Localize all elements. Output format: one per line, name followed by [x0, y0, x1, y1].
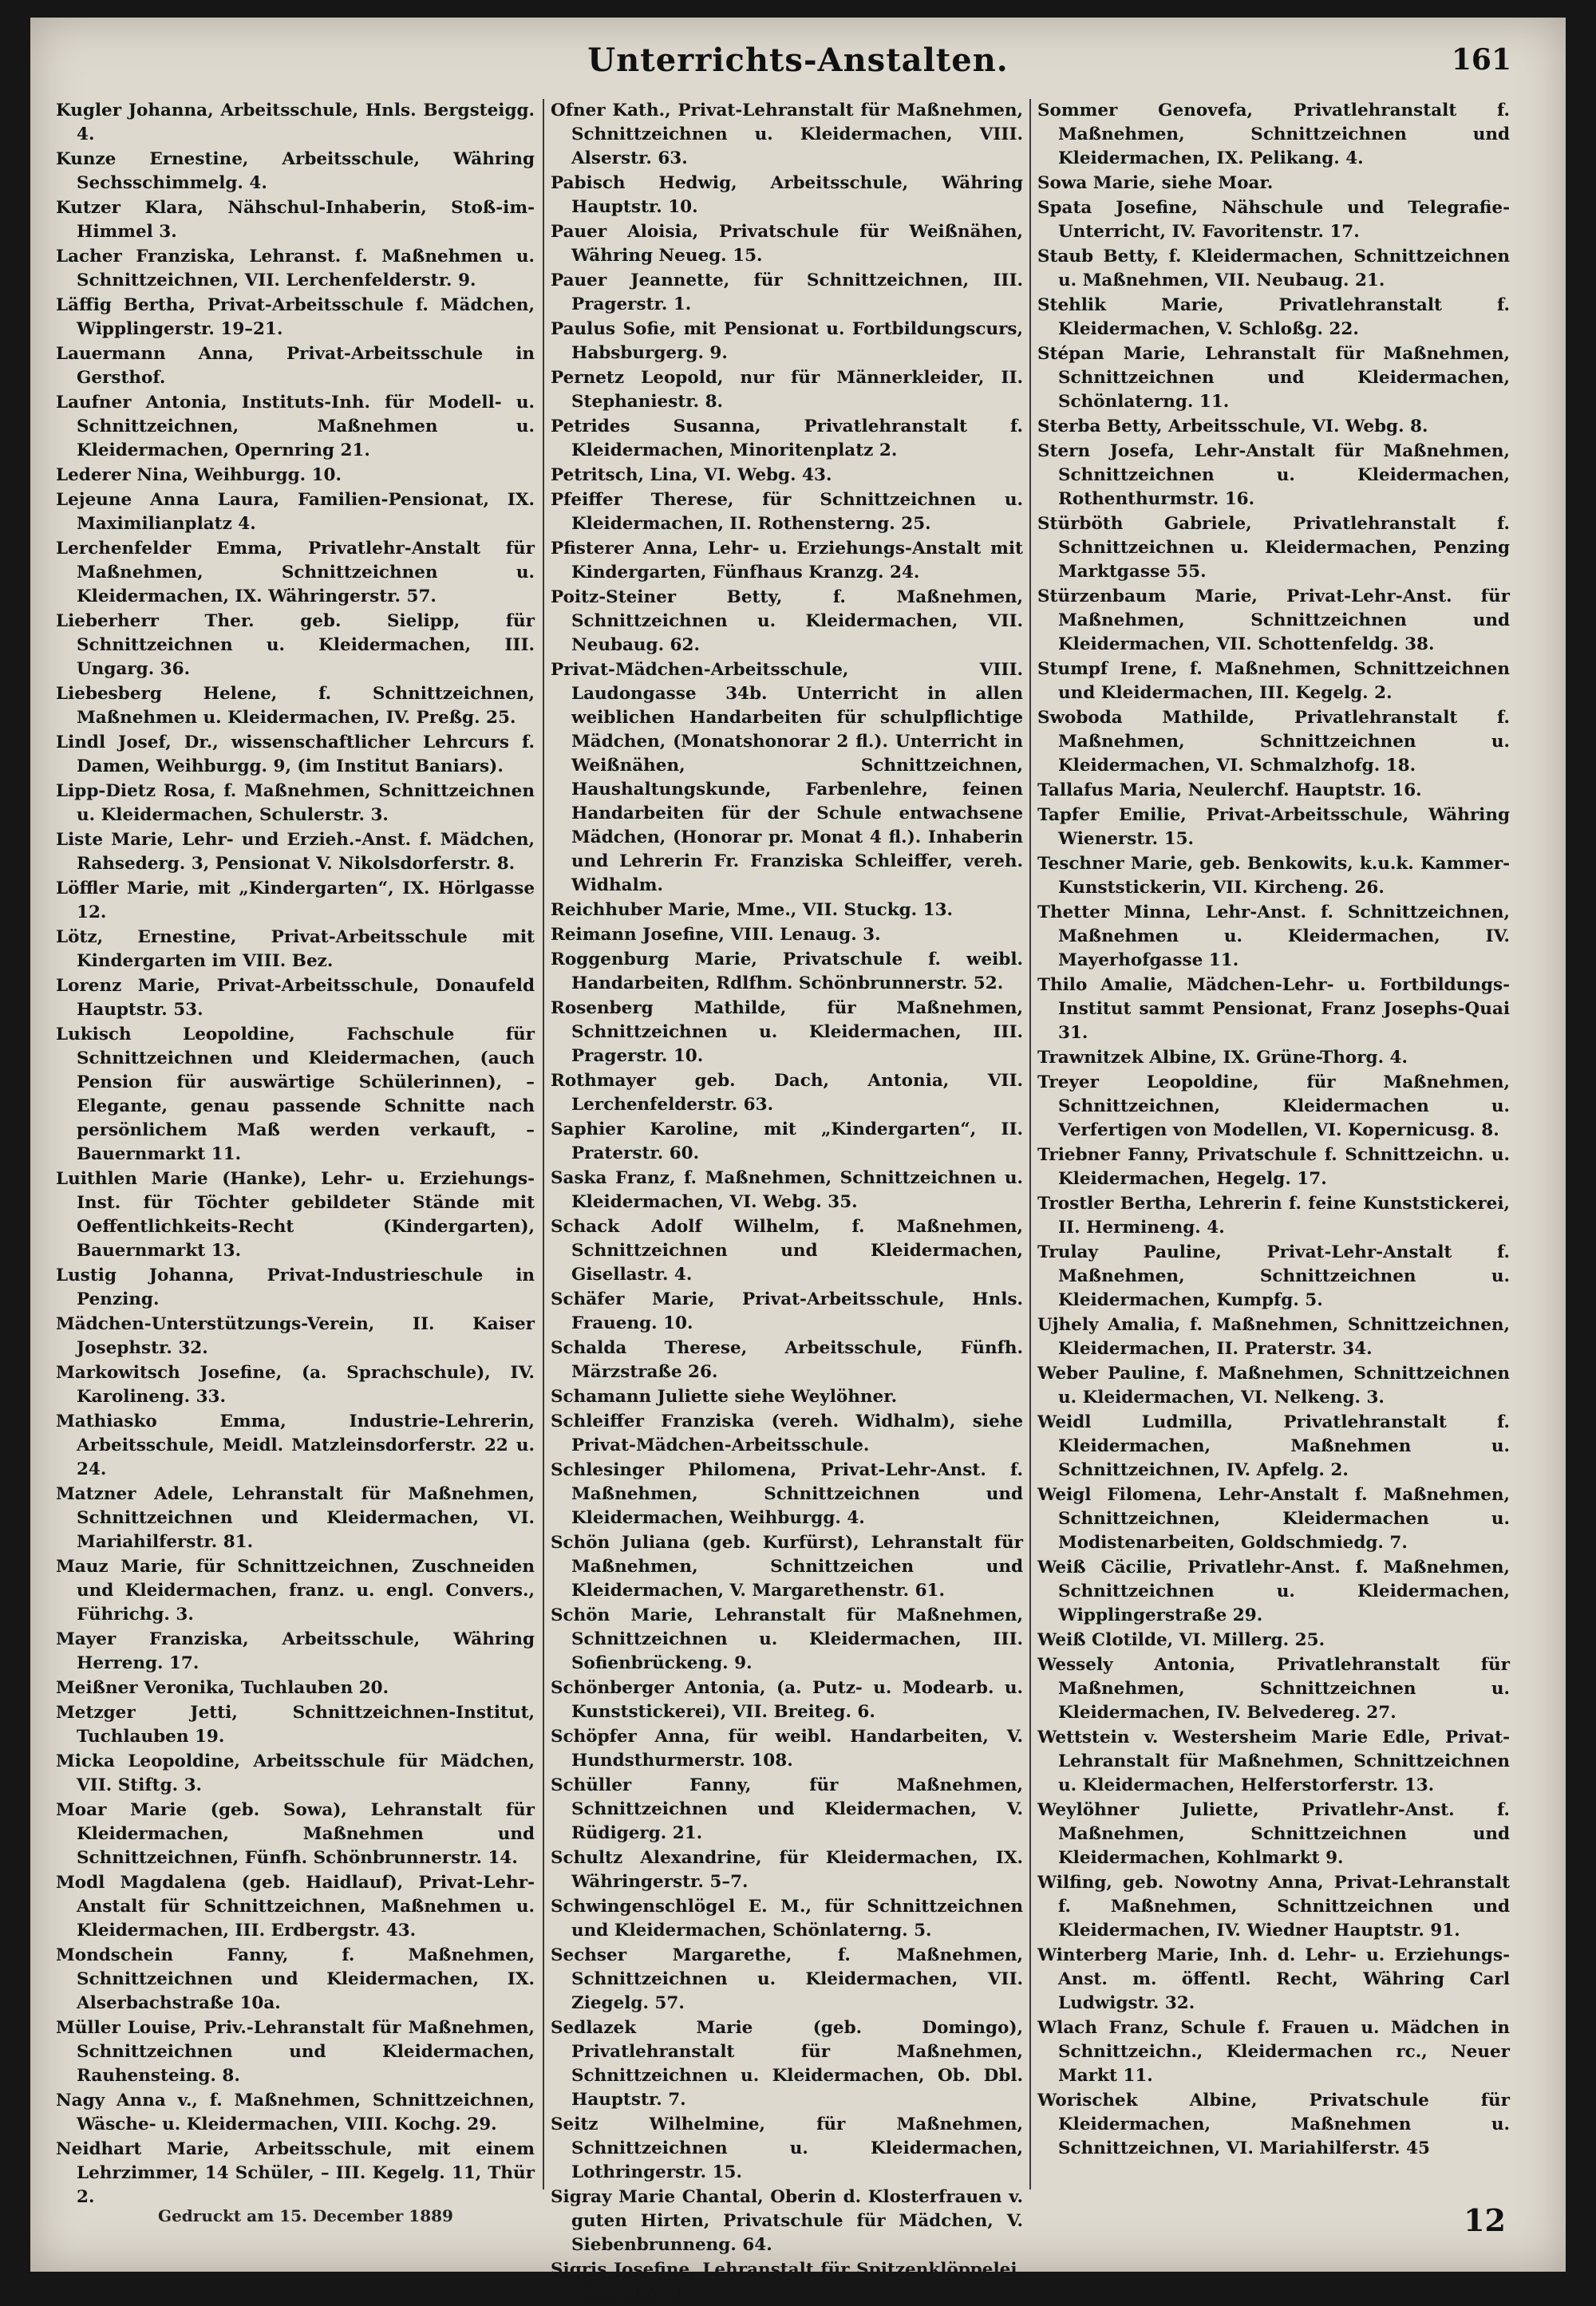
directory-entry: Schamann Juliette siehe Weylöhner. [551, 1387, 898, 1407]
directory-entry: Trawnitzek Albine, IX. Grüne-Thorg. 4. [1037, 1048, 1408, 1068]
directory-entry: Roggenburg Marie, Privatschule f. weibl. Handarbeiten, Rdlfhm. Schönbrunnerstr. 52. [551, 950, 1023, 993]
directory-entry: Stern Josefa, Lehr-Anstalt für Maßnehmen, Schnittzeichnen u. Kleidermachen, Rothenthurmstr. 16. [1037, 441, 1510, 509]
directory-entry: Ofner Kath., Privat-Lehranstalt für Maßnehmen, Schnittzeichnen u. Kleidermachen, VIII. Alserstr. 63. [551, 101, 1023, 168]
page [30, 18, 1566, 2304]
directory-entry: Spata Josefine, Nähschule und Telegrafie-Unterricht, IV. Favoritenstr. 17. [1037, 198, 1510, 242]
directory-entry: Weiß Cäcilie, Privatlehr-Anst. f. Maßnehmen, Schnittzeichnen u. Kleidermachen, Wipplingerstraße 29. [1037, 1558, 1510, 1625]
directory-entry: Swoboda Mathilde, Privatlehranstalt f. Maßnehmen, Schnittzeichnen u. Kleidermachen, VI. Schmalzhofg. 18. [1037, 708, 1510, 776]
directory-entry: Neidhart Marie, Arbeitsschule, mit einem Lehrzimmer, 14 Schüler, – III. Kegelg. 11, Thür 2. [56, 2139, 535, 2207]
directory-entry: Teschner Marie, geb. Benkowits, k.u.k. Kammer-Kunststickerin, VII. Kircheng. 26. [1037, 854, 1510, 898]
column-2 [543, 99, 1023, 2304]
directory-entry: Treyer Leopoldine, für Maßnehmen, Schnittzeichnen, Kleidermachen u. Verfertigen von Modellen, VI. Kopernicusg. 8. [1037, 1072, 1510, 1140]
directory-entry: Wilfing, geb. Nowotny Anna, Privat-Lehranstalt f. Maßnehmen, Schnittzeichnen und Kleidermachen, IV. Wiedner Hauptstr. 91. [1037, 1873, 1510, 1941]
directory-entry: Saska Franz, f. Maßnehmen, Schnittzeichnen u. Kleidermachen, VI. Webg. 35. [551, 1168, 1023, 1212]
directory-entry: Tapfer Emilie, Privat-Arbeitsschule, Währing Wienerstr. 15. [1037, 805, 1510, 849]
directory-entry: Micka Leopoldine, Arbeitsschule für Mädchen, VII. Stiftg. 3. [56, 1751, 535, 1795]
directory-entry: Petritsch, Lina, VI. Webg. 43. [551, 465, 832, 485]
directory-entry: Wessely Antonia, Privatlehranstalt für Maßnehmen, Schnittzeichnen u. Kleidermachen, IV. Belvedereg. 27. [1037, 1655, 1510, 1723]
directory-entry: Pauer Jeannette, für Schnittzeichnen, III. Pragerstr. 1. [551, 270, 1023, 314]
directory-entry: Lindl Josef, Dr., wissenschaftlicher Lehrcurs f. Damen, Weihburgg. 9, (im Institut Baniars). [56, 732, 535, 776]
directory-entry: Schön Juliana (geb. Kurfürst), Lehranstalt für Maßnehmen, Schnittzeichen und Kleidermachen, V. Margarethenstr. 61. [551, 1533, 1023, 1601]
directory-entry: Lerchenfelder Emma, Privatlehr-Anstalt für Maßnehmen, Schnittzeichnen u. Kleidermachen, IX. Währingerstr. 57. [56, 539, 535, 606]
directory-entry: Kugler Johanna, Arbeitsschule, Hnls. Bergsteigg. 4. [56, 101, 535, 144]
print-date-note: Gedruckt am 15. December 1889 [158, 2206, 453, 2225]
directory-entry: Moar Marie (geb. Sowa), Lehranstalt für Kleidermachen, Maßnehmen und Schnittzeichnen, Fünfh. Schönbrunnerstr. 14. [56, 1800, 535, 1868]
directory-entry: Mauz Marie, für Schnittzeichnen, Zuschneiden und Kleidermachen, franz. u. engl. Convers., Führichg. 3. [56, 1557, 535, 1625]
directory-entry: Schäfer Marie, Privat-Arbeitsschule, Hnls. Fraueng. 10. [551, 1289, 1023, 1333]
page-header [30, 41, 1566, 89]
directory-entry: Saphier Karoline, mit „Kindergarten“, II. Praterstr. 60. [551, 1119, 1023, 1163]
directory-entry: Stehlik Marie, Privatlehranstalt f. Kleidermachen, V. Schloßg. 22. [1037, 295, 1510, 339]
directory-entry: Läffig Bertha, Privat-Arbeitsschule f. Mädchen, Wipplingerstr. 19–21. [56, 295, 535, 339]
directory-entry: Tallafus Maria, Neulerchf. Hauptstr. 16. [1037, 780, 1422, 800]
directory-entry: Müller Louise, Priv.-Lehranstalt für Maßnehmen, Schnittzeichnen und Kleidermachen, Rauhensteing. 8. [56, 2018, 535, 2086]
directory-entry: Schüller Fanny, für Maßnehmen, Schnittzeichnen und Kleidermachen, V. Rüdigerg. 21. [551, 1775, 1023, 1843]
directory-entry: Pfeiffer Therese, für Schnittzeichnen u. Kleidermachen, II. Rothensterng. 25. [551, 490, 1023, 534]
directory-entry: Reimann Josefine, VIII. Lenaug. 3. [551, 925, 881, 945]
directory-entry: Löffler Marie, mit „Kindergarten“, IX. Hörlgasse 12. [56, 879, 535, 922]
directory-entry: Mayer Franziska, Arbeitsschule, Währing Herreng. 17. [56, 1629, 535, 1673]
directory-entry: Rothmayer geb. Dach, Antonia, VII. Lerchenfelderstr. 63. [551, 1071, 1023, 1115]
directory-entry: Weidl Ludmilla, Privatlehranstalt f. Kleidermachen, Maßnehmen u. Schnittzeichnen, IV. Apfelg. 2. [1037, 1412, 1510, 1480]
directory-entry: Pernetz Leopold, nur für Männerkleider, II. Stephaniestr. 8. [551, 368, 1023, 412]
directory-entry: Weigl Filomena, Lehr-Anstalt f. Maßnehmen, Schnittzeichnen, Kleidermachen u. Modistenarbeiten, Goldschmiedg. 7. [1037, 1485, 1510, 1553]
directory-entry: Weylöhner Juliette, Privatlehr-Anst. f. Maßnehmen, Schnittzeichnen und Kleidermachen, Kohlmarkt 9. [1037, 1800, 1510, 1868]
directory-entry: Liebesberg Helene, f. Schnittzeichnen, Maßnehmen u. Kleidermachen, IV. Preßg. 25. [56, 684, 535, 728]
directory-entry: Lorenz Marie, Privat-Arbeitsschule, Donaufeld Hauptstr. 53. [56, 976, 535, 1020]
directory-entry: Pabisch Hedwig, Arbeitsschule, Währing Hauptstr. 10. [551, 173, 1023, 217]
directory-entry: Laufner Antonia, Instituts-Inh. für Modell- u. Schnittzeichnen, Maßnehmen u. Kleidermachen, Opernring 21. [56, 393, 535, 460]
directory-entry: Ujhely Amalia, f. Maßnehmen, Schnittzeichnen, Kleidermachen, II. Praterstr. 34. [1037, 1315, 1510, 1359]
directory-entry: Schack Adolf Wilhelm, f. Maßnehmen, Schnittzeichnen und Kleidermachen, Gisellastr. 4. [551, 1217, 1023, 1285]
directory-entry: Schwingenschlögel E. M., für Schnittzeichnen und Kleidermachen, Schönlaterng. 5. [551, 1897, 1023, 1941]
directory-entry: Sowa Marie, siehe Moar. [1037, 173, 1274, 193]
directory-entry: Mondschein Fanny, f. Maßnehmen, Schnittzeichnen und Kleidermachen, IX. Alserbachstraße 10a. [56, 1945, 535, 2013]
directory-entry: Liste Marie, Lehr- und Erzieh.-Anst. f. Mädchen, Rahsederg. 3, Pensionat V. Nikolsdorferstr. 8. [56, 830, 535, 874]
directory-entry: Lejeune Anna Laura, Familien-Pensionat, IX. Maximilianplatz 4. [56, 490, 535, 534]
directory-entry: Lieberherr Ther. geb. Sielipp, für Schnittzeichnen u. Kleidermachen, III. Ungarg. 36. [56, 611, 535, 679]
directory-entry: Luithlen Marie (Hanke), Lehr- u. Erziehungs-Inst. für Töchter gebildeter Stände mit Oeffentlichkeits-Recht (Kindergarten), Bauernmarkt 13. [56, 1169, 535, 1261]
directory-entry: Weiß Clotilde, VI. Millerg. 25. [1037, 1630, 1325, 1650]
directory-entry: Pauer Aloisia, Privatschule für Weißnähen, Währing Neueg. 15. [551, 222, 1023, 266]
directory-entry: Lauermann Anna, Privat-Arbeitsschule in Gersthof. [56, 344, 535, 388]
directory-entry: Schönberger Antonia, (a. Putz- u. Modearb. u. Kunststickerei), VII. Breiteg. 6. [551, 1678, 1023, 1722]
directory-entry: Sedlazek Marie (geb. Domingo), Privatlehranstalt für Maßnehmen, Schnittzeichnen u. Kleidermachen, Ob. Dbl. Hauptstr. 7. [551, 2018, 1023, 2110]
directory-entry: Thetter Minna, Lehr-Anst. f. Schnittzeichnen, Maßnehmen u. Kleidermachen, IV. Mayerhofgasse 11. [1037, 902, 1510, 970]
directory-entry: Winterberg Marie, Inh. d. Lehr- u. Erziehungs-Anst. m. öffentl. Recht, Währing Carl Ludwigstr. 32. [1037, 1945, 1510, 2013]
directory-entry: Kutzer Klara, Nähschul-Inhaberin, Stoß-im-Himmel 3. [56, 198, 535, 242]
directory-entry: Rosenberg Mathilde, für Maßnehmen, Schnittzeichnen u. Kleidermachen, III. Pragerstr. 10. [551, 998, 1023, 1066]
directory-entry: Lustig Johanna, Privat-Industrieschule in Penzing. [56, 1266, 535, 1309]
directory-entry: Schleiffer Franziska (vereh. Widhalm), siehe Privat-Mädchen-Arbeitsschule. [551, 1412, 1023, 1455]
directory-entry: Nagy Anna v., f. Maßnehmen, Schnittzeichnen, Wäsche- u. Kleidermachen, VIII. Kochg. 29. [56, 2091, 535, 2134]
directory-entry: Meißner Veronika, Tuchlauben 20. [56, 1678, 389, 1698]
directory-entry: Pfisterer Anna, Lehr- u. Erziehungs-Anstalt mit Kindergarten, Fünfhaus Kranzg. 24. [551, 539, 1023, 582]
directory-entry: Poitz-Steiner Betty, f. Maßnehmen, Schnittzeichnen u. Kleidermachen, VII. Neubaug. 62. [551, 587, 1023, 655]
directory-entry: Lötz, Ernestine, Privat-Arbeitsschule mit Kindergarten im VIII. Bez. [56, 927, 535, 971]
sheet-signature: 12 [1464, 2202, 1506, 2238]
directory-entry: Lukisch Leopoldine, Fachschule für Schnittzeichnen und Kleidermachen, (auch Pension für auswärtige Schülerinnen), –Elegante, genau passende Schnitte nach persönlichem Maß werden verkauft, – Bauernmarkt 11. [56, 1025, 535, 1164]
directory-entry: Trulay Pauline, Privat-Lehr-Anstalt f. Maßnehmen, Schnittzeichnen u. Kleidermachen, Kumpfg. 5. [1037, 1242, 1510, 1310]
directory-entry: Seitz Wilhelmine, für Maßnehmen, Schnittzeichnen u. Kleidermachen, Lothringerstr. 15. [551, 2114, 1023, 2182]
directory-entry: Schön Marie, Lehranstalt für Maßnehmen, Schnittzeichnen u. Kleidermachen, III. Sofienbrückeng. 9. [551, 1605, 1023, 1673]
directory-entry: Wettstein v. Westersheim Marie Edle, Privat-Lehranstalt für Maßnehmen, Schnittzeichnen u. Kleidermachen, Helferstorferstr. 13. [1037, 1728, 1510, 1795]
directory-entry: Mädchen-Unterstützungs-Verein, II. Kaiser Josephstr. 32. [56, 1314, 535, 1358]
directory-entry: Sechser Margarethe, f. Maßnehmen, Schnittzeichnen u. Kleidermachen, VII. Ziegelg. 57. [551, 1945, 1023, 2013]
directory-entry: Sigray Marie Chantal, Oberin d. Klosterfrauen v. guten Hirten, Privatschule für Mädchen, V. Siebenbrunneng. 64. [551, 2187, 1023, 2255]
page-title: Unterrichts-Anstalten. [587, 41, 1009, 79]
directory-entry: Weber Pauline, f. Maßnehmen, Schnittzeichnen u. Kleidermachen, VI. Nelkeng. 3. [1037, 1364, 1510, 1408]
directory-entry: Modl Magdalena (geb. Haidlauf), Privat-Lehr-Anstalt für Schnittzeichnen, Maßnehmen u. Kleidermachen, III. Erdbergstr. 43. [56, 1873, 535, 1941]
directory-entry: Schultz Alexandrine, für Kleidermachen, IX. Währingerstr. 5–7. [551, 1848, 1023, 1892]
page-number: 161 [1451, 43, 1511, 77]
directory-entry: Sterba Betty, Arbeitsschule, VI. Webg. 8. [1037, 417, 1428, 436]
directory-entry: Triebner Fanny, Privatschule f. Schnittzeichn. u. Kleidermachen, Hegelg. 17. [1037, 1145, 1510, 1189]
directory-entry: Lacher Franziska, Lehranst. f. Maßnehmen u. Schnittzeichnen, VII. Lerchenfelderstr. 9. [56, 247, 535, 290]
directory-entry: Stumpf Irene, f. Maßnehmen, Schnittzeichnen und Kleidermachen, III. Kegelg. 2. [1037, 659, 1510, 703]
directory-entry: Trostler Bertha, Lehrerin f. feine Kunststickerei, II. Hermineng. 4. [1037, 1194, 1510, 1238]
directory-entry: Worischek Albine, Privatschule für Kleidermachen, Maßnehmen u. Schnittzeichnen, VI. Mariahilferstr. 45 [1037, 2091, 1510, 2158]
directory-entry: Stépan Marie, Lehranstalt für Maßnehmen, Schnittzeichnen und Kleidermachen, Schönlaterng. 11. [1037, 344, 1510, 412]
directory-entry: Schöpfer Anna, für weibl. Handarbeiten, V. Hundsthurmerstr. 108. [551, 1727, 1023, 1771]
directory-entry: Lederer Nina, Weihburgg. 10. [56, 465, 342, 485]
column-1 [56, 99, 535, 2207]
directory-entry: Schalda Therese, Arbeitsschule, Fünfh. Märzstraße 26. [551, 1338, 1023, 1382]
directory-entry: Petrides Susanna, Privatlehranstalt f. Kleidermachen, Minoritenplatz 2. [551, 417, 1023, 460]
directory-entry: Sommer Genovefa, Privatlehranstalt f. Maßnehmen, Schnittzeichnen und Kleidermachen, IX. Pelikang. 4. [1037, 101, 1510, 168]
directory-entry: Reichhuber Marie, Mme., VII. Stuckg. 13. [551, 900, 954, 920]
directory-entry: Privat-Mädchen-Arbeitsschule, VIII. Laudongasse 34b. Unterricht in allen weiblichen Handarbeiten für schulpflichtige Mädchen, (Monatshonorar 2 fl.). Unterricht in Weißnähen, Schnittzeichnen, Haushaltungskunde, Farbenlehre, feinen Handarbeiten für der Schule entwachsene Mädchen, (Honorar pr. Monat 4 fl.). Inhaberin und Lehrerin Fr. Franziska Schleiffer, vereh. Widhalm. [551, 660, 1023, 895]
directory-entry: Kunze Ernestine, Arbeitsschule, Währing Sechsschimmelg. 4. [56, 149, 535, 193]
directory-entry: Thilo Amalie, Mädchen-Lehr- u. Fortbildungs-Institut sammt Pensionat, Franz Josephs-Quai 31. [1037, 975, 1510, 1043]
directory-entry: Staub Betty, f. Kleidermachen, Schnittzeichnen u. Maßnehmen, VII. Neubaug. 21. [1037, 247, 1510, 290]
directory-entry: Stürböth Gabriele, Privatlehranstalt f. Schnittzeichnen u. Kleidermachen, Penzing Marktgasse 55. [1037, 514, 1510, 582]
directory-entry: Mathiasko Emma, Industrie-Lehrerin, Arbeitsschule, Meidl. Matzleinsdorferstr. 22 u. 24. [56, 1412, 535, 1479]
column-3 [1029, 99, 1510, 2190]
directory-entry: Schlesinger Philomena, Privat-Lehr-Anst. f. Maßnehmen, Schnittzeichnen und Kleidermachen, Weihburgg. 4. [551, 1460, 1023, 1528]
directory-entry: Paulus Sofie, mit Pensionat u. Fortbildungscurs, Habsburgerg. 9. [551, 319, 1023, 363]
directory-entry: Sigris Josefine, Lehranstalt für Spitzenklöppelei, Führichg. 4. [551, 2260, 1023, 2304]
directory-entry: Matzner Adele, Lehranstalt für Maßnehmen, Schnittzeichnen und Kleidermachen, VI. Mariahilferstr. 81. [56, 1484, 535, 1552]
directory-entry: Stürzenbaum Marie, Privat-Lehr-Anst. für Maßnehmen, Schnittzeichnen und Kleidermachen, VII. Schottenfeldg. 38. [1037, 586, 1510, 654]
directory-entry: Metzger Jetti, Schnittzeichnen-Institut, Tuchlauben 19. [56, 1703, 535, 1747]
directory-entry: Wlach Franz, Schule f. Frauen u. Mädchen in Schnittzeichn., Kleidermachen rc., Neuer Markt 11. [1037, 2018, 1510, 2086]
directory-entry: Markowitsch Josefine, (a. Sprachschule), IV. Karolineng. 33. [56, 1363, 535, 1407]
directory-entry: Lipp-Dietz Rosa, f. Maßnehmen, Schnittzeichnen u. Kleidermachen, Schulerstr. 3. [56, 781, 535, 825]
